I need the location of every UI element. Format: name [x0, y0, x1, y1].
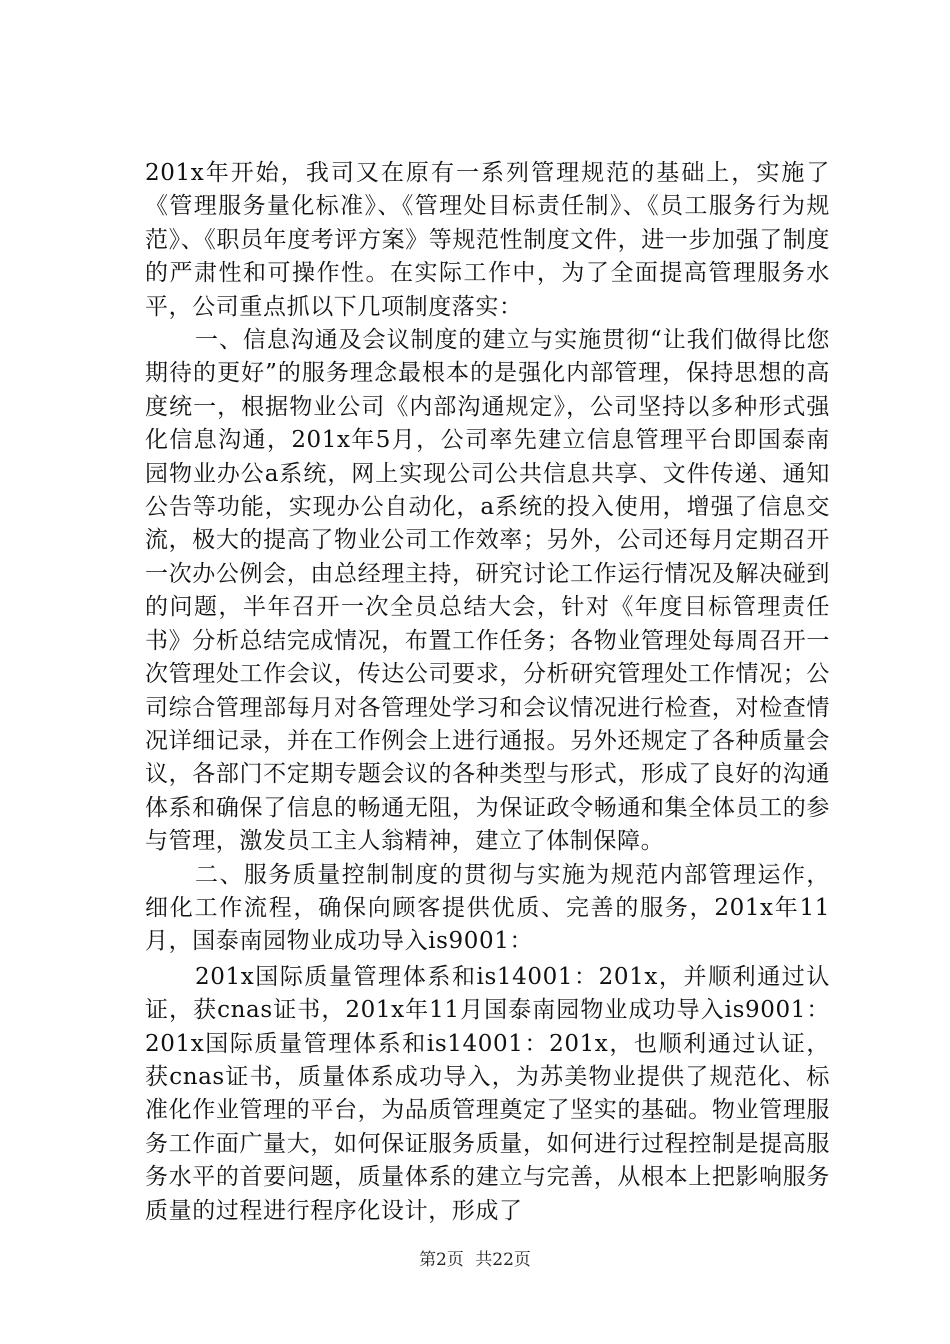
page-footer: [0, 1245, 950, 1270]
paragraph-intro: 201x年开始，我司又在原有一系列管理规范的基础上，实施了《管理服务量化标准》、《管理处目标责任制》、《员工服务行为规范》、《职员年度考评方案》等规范性制度文件，进一步加强了制度的严肃性和可操作性。在实际工作中，为了全面提高管理服务水平，公司重点抓以下几项制度落实：: [145, 160, 830, 320]
paragraph-certification: 201x国际质量管理体系和is14001：201x，并顺利通过认证，获cnas证书，201x年11月国泰南园物业成功导入is9001：201x国际质量管理体系和is14001：201x，也顺利通过认证，获cnas证书，质量体系成功导入，为苏美物业提供了规范化、标准化作业管理的平台，为品质管理奠定了坚实的基础。物业管理服务工作面广量大，如何保证服务质量，如何进行过程控制是提高服务水平的首要问题，质量体系的建立与完善，从根本上把影响服务质量的过程进行程序化设计，形成了: [145, 963, 830, 1224]
paragraph-section-one: 一、信息沟通及会议制度的建立与实施贯彻“让我们做得比您期待的更好”的服务理念最根本的是强化内部管理，保持思想的高度统一，根据物业公司《内部沟通规定》，公司坚持以多种形式强化信息沟通，201x年5月，公司率先建立信息管理平台即国泰南园物业办公a系统，网上实现公司公共信息共享、文件传递、通知公告等功能，实现办公自动化，a系统的投入使用，增强了信息交流，极大的提高了物业公司工作效率；另外，公司还每月定期召开一次办公例会，由总经理主持，研究讨论工作运行情况及解决碰到的问题，半年召开一次全员总结大会，针对《年度目标管理责任书》分析总结完成情况，布置工作任务；各物业管理处每周召开一次管理处工作会议，传达公司要求，分析研究管理处工作情况；公司综合管理部每月对各管理处学习和会议情况进行检查，对检查情况详细记录，并在工作例会上进行通报。另外还规定了各种质量会议，各部门不定期专题会议的各种类型与形式，形成了良好的沟通体系和确保了信息的畅通无阻，为保证政令畅通和集全体员工的参与管理，激发员工主人翁精神，建立了体制保障。: [145, 327, 830, 855]
page-total: 共22页: [475, 1250, 531, 1270]
paragraph-section-two: 二、服务质量控制制度的贯彻与实施为规范内部管理运作，细化工作流程，确保向顾客提供优质、完善的服务，201x年11月，国泰南园物业成功导入is9001：: [145, 861, 830, 955]
document-body: [145, 157, 830, 1228]
page-number: 第2页: [419, 1250, 464, 1270]
